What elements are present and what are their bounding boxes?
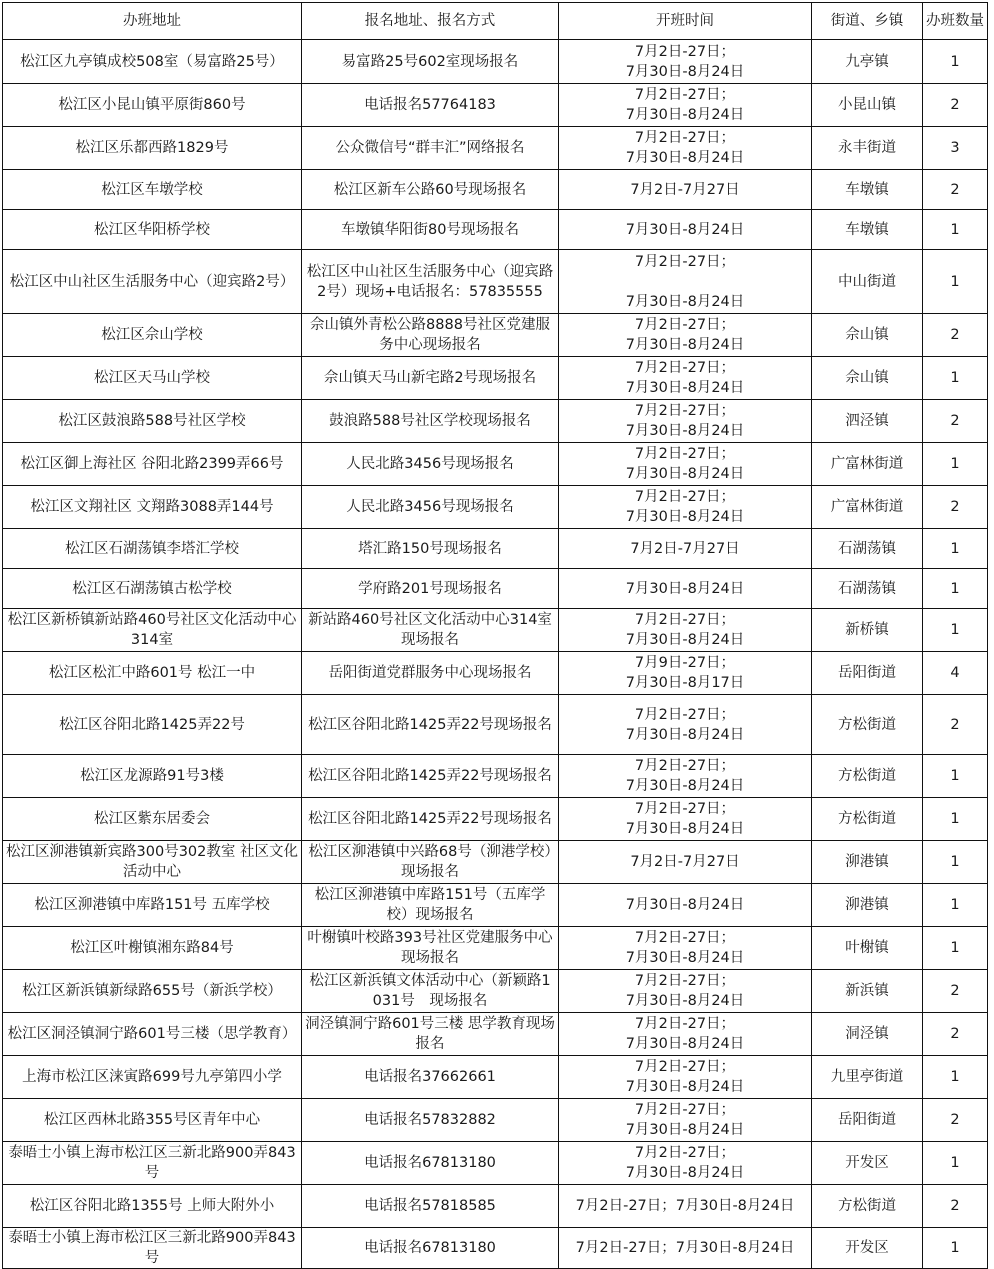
- cell-time: [559, 927, 812, 970]
- table-row: [3, 443, 988, 486]
- time-line-2: 7月30日-8月24日: [625, 380, 745, 396]
- cell-registration: 学府路201号现场报名: [302, 569, 559, 609]
- cell-address: 泰晤士小镇上海市松江区三新北路900弄843号: [3, 1228, 302, 1269]
- time-line-1: 7月2日-27日；: [634, 1102, 736, 1118]
- cell-registration: 电话报名67813180: [302, 1142, 559, 1185]
- time-line-1: 7月9日-27日；: [634, 655, 736, 671]
- cell-district: 岳阳街道: [812, 652, 923, 695]
- table-row: [3, 1228, 988, 1269]
- table-row: [3, 1013, 988, 1056]
- time-line-1: 7月2日-27日；: [634, 612, 736, 628]
- cell-registration: 电话报名57818585: [302, 1185, 559, 1228]
- time-line-1: 7月2日-7月27日: [630, 181, 740, 198]
- cell-address: 上海市松江区涞寅路699号九亭第四小学: [3, 1056, 302, 1099]
- cell-address: 松江区松汇中路601号 松江一中: [3, 652, 302, 695]
- cell-count: 2: [923, 695, 988, 755]
- time-line-1: 7月2日-27日；: [634, 930, 736, 946]
- cell-registration: 电话报名57764183: [302, 84, 559, 127]
- cell-count: 2: [923, 1099, 988, 1142]
- cell-count: 1: [923, 609, 988, 652]
- class-schedule-table: [2, 2, 988, 1269]
- cell-district: 开发区: [812, 1142, 923, 1185]
- header-count: 办班数量: [923, 3, 988, 40]
- time-line-2: 7月30日-8月24日: [625, 107, 745, 123]
- cell-district: 泗泾镇: [812, 400, 923, 443]
- cell-count: 1: [923, 357, 988, 400]
- cell-address: 松江区叶榭镇湘东路84号: [3, 927, 302, 970]
- time-line-1: 7月2日-27日；: [634, 317, 736, 333]
- cell-registration: 人民北路3456号现场报名: [302, 443, 559, 486]
- cell-time: [559, 755, 812, 798]
- cell-count: 2: [923, 1185, 988, 1228]
- cell-address: 松江区新浜镇新绿路655号（新浜学校）: [3, 970, 302, 1013]
- cell-count: 1: [923, 443, 988, 486]
- cell-time: [559, 1056, 812, 1099]
- cell-registration: 易富路25号602室现场报名: [302, 40, 559, 84]
- time-line-1: 7月2日-27日；7月30日-8月24日: [575, 1240, 795, 1256]
- cell-count: 1: [923, 755, 988, 798]
- time-spacer: [562, 272, 808, 292]
- cell-time: [559, 314, 812, 357]
- time-line-1: 7月2日-27日；: [634, 446, 736, 462]
- header-time: 开班时间: [559, 3, 812, 40]
- cell-district: 小昆山镇: [812, 84, 923, 127]
- cell-district: 石湖荡镇: [812, 529, 923, 569]
- cell-count: 2: [923, 1013, 988, 1056]
- cell-registration: 松江区中山社区生活服务中心（迎宾路2号）现场+电话报名：57835555: [302, 250, 559, 314]
- cell-count: 1: [923, 927, 988, 970]
- table-row: [3, 1142, 988, 1185]
- cell-address: 松江区石湖荡镇古松学校: [3, 569, 302, 609]
- cell-district: 方松街道: [812, 755, 923, 798]
- table-row: [3, 127, 988, 170]
- time-line-2: 7月30日-8月24日: [625, 466, 745, 482]
- cell-registration: 松江区谷阳北路1425弄22号现场报名: [302, 695, 559, 755]
- cell-registration: 松江区泖港镇中库路151号（五库学校）现场报名: [302, 884, 559, 927]
- time-line-2: 7月30日-8月24日: [625, 993, 745, 1009]
- cell-registration: 车墩镇华阳街80号现场报名: [302, 210, 559, 250]
- cell-time: [559, 486, 812, 529]
- cell-address: 松江区龙源路91号3楼: [3, 755, 302, 798]
- cell-address: 松江区御上海社区 谷阳北路2399弄66号: [3, 443, 302, 486]
- table-row: [3, 1056, 988, 1099]
- cell-time: [559, 84, 812, 127]
- cell-time: [559, 970, 812, 1013]
- cell-district: 石湖荡镇: [812, 569, 923, 609]
- cell-count: 1: [923, 798, 988, 841]
- cell-address: 松江区天马山学校: [3, 357, 302, 400]
- cell-registration: 松江区新浜镇文体活动中心（新颖路1031号 现场报名: [302, 970, 559, 1013]
- cell-address: 松江区鼓浪路588号社区学校: [3, 400, 302, 443]
- cell-district: 九里亭街道: [812, 1056, 923, 1099]
- table-row: [3, 529, 988, 569]
- cell-time: [559, 569, 812, 609]
- time-line-2: 7月30日-8月24日: [625, 778, 745, 794]
- cell-time: [559, 798, 812, 841]
- table-row: [3, 609, 988, 652]
- time-line-1: 7月2日-27日；: [634, 253, 736, 270]
- time-line-1: 7月30日-8月24日: [625, 221, 745, 238]
- cell-count: 1: [923, 841, 988, 884]
- cell-time: [559, 529, 812, 569]
- cell-count: 1: [923, 529, 988, 569]
- cell-district: 车墩镇: [812, 210, 923, 250]
- cell-address: 松江区泖港镇中库路151号 五库学校: [3, 884, 302, 927]
- cell-district: 新桥镇: [812, 609, 923, 652]
- cell-registration: 电话报名37662661: [302, 1056, 559, 1099]
- time-line-1: 7月2日-27日；: [634, 360, 736, 376]
- cell-district: 永丰街道: [812, 127, 923, 170]
- cell-time: [559, 884, 812, 927]
- cell-time: [559, 1142, 812, 1185]
- cell-time: [559, 841, 812, 884]
- cell-time: [559, 40, 812, 84]
- table-row: [3, 84, 988, 127]
- cell-count: 2: [923, 314, 988, 357]
- time-line-2: 7月30日-8月24日: [625, 950, 745, 966]
- time-line-1: 7月2日-27日；: [634, 1059, 736, 1075]
- cell-count: 2: [923, 486, 988, 529]
- cell-time: [559, 400, 812, 443]
- cell-district: 佘山镇: [812, 357, 923, 400]
- time-line-1: 7月2日-27日；: [634, 758, 736, 774]
- cell-count: 1: [923, 569, 988, 609]
- cell-registration: 佘山镇天马山新宅路2号现场报名: [302, 357, 559, 400]
- time-line-1: 7月2日-7月27日: [630, 540, 740, 557]
- cell-district: 车墩镇: [812, 170, 923, 210]
- cell-registration: 人民北路3456号现场报名: [302, 486, 559, 529]
- cell-time: [559, 357, 812, 400]
- time-line-2: 7月30日-8月24日: [625, 726, 745, 743]
- cell-address: 松江区乐都西路1829号: [3, 127, 302, 170]
- time-line-2: 7月30日-8月24日: [625, 1165, 745, 1181]
- time-line-2: 7月30日-8月24日: [625, 632, 745, 648]
- table-row: [3, 884, 988, 927]
- cell-address: 松江区谷阳北路1425弄22号: [3, 695, 302, 755]
- time-line-1: 7月2日-27日；: [634, 87, 736, 103]
- time-line-1: 7月2日-27日；: [634, 1016, 736, 1032]
- table-row: [3, 1099, 988, 1142]
- cell-district: 洞泾镇: [812, 1013, 923, 1056]
- time-line-2: 7月30日-8月24日: [625, 293, 745, 310]
- cell-count: 1: [923, 250, 988, 314]
- cell-registration: 洞泾镇洞宁路601号三楼 思学教育现场报名: [302, 1013, 559, 1056]
- cell-address: 松江区车墩学校: [3, 170, 302, 210]
- time-line-1: 7月2日-27日；: [634, 489, 736, 505]
- cell-registration: 电话报名57832882: [302, 1099, 559, 1142]
- cell-address: 松江区谷阳北路1355号 上师大附外小: [3, 1185, 302, 1228]
- time-line-2: 7月30日-8月24日: [625, 337, 745, 353]
- table-row: [3, 841, 988, 884]
- time-line-1: 7月2日-27日；: [634, 801, 736, 817]
- cell-district: 方松街道: [812, 1185, 923, 1228]
- cell-time: [559, 1013, 812, 1056]
- cell-count: 3: [923, 127, 988, 170]
- cell-registration: 岳阳街道党群服务中心现场报名: [302, 652, 559, 695]
- table-row: [3, 927, 988, 970]
- time-line-2: 7月30日-8月24日: [625, 1079, 745, 1095]
- time-line-1: 7月2日-27日；7月30日-8月24日: [575, 1198, 795, 1214]
- cell-district: 广富林街道: [812, 443, 923, 486]
- cell-address: 松江区文翔社区 文翔路3088弄144号: [3, 486, 302, 529]
- cell-time: [559, 695, 812, 755]
- cell-count: 2: [923, 84, 988, 127]
- cell-district: 泖港镇: [812, 841, 923, 884]
- cell-registration: 鼓浪路588号社区学校现场报名: [302, 400, 559, 443]
- cell-district: 佘山镇: [812, 314, 923, 357]
- time-line-2: 7月30日-8月17日: [625, 675, 745, 691]
- time-line-1: 7月2日-27日；: [634, 706, 736, 723]
- table-row: [3, 170, 988, 210]
- cell-district: 广富林街道: [812, 486, 923, 529]
- header-registration: 报名地址、报名方式: [302, 3, 559, 40]
- cell-district: 九亭镇: [812, 40, 923, 84]
- cell-time: [559, 1099, 812, 1142]
- table-row: [3, 250, 988, 314]
- cell-registration: 公众微信号“群丰汇”网络报名: [302, 127, 559, 170]
- cell-address: 松江区佘山学校: [3, 314, 302, 357]
- time-line-2: 7月30日-8月24日: [625, 821, 745, 837]
- cell-registration: 佘山镇外青松公路8888号社区党建服务中心现场报名: [302, 314, 559, 357]
- cell-address: 松江区紫东居委会: [3, 798, 302, 841]
- cell-district: 方松街道: [812, 798, 923, 841]
- time-line-1: 7月2日-27日；: [634, 1145, 736, 1161]
- cell-registration: 松江区新车公路60号现场报名: [302, 170, 559, 210]
- cell-address: 泰晤士小镇上海市松江区三新北路900弄843号: [3, 1142, 302, 1185]
- cell-address: 松江区石湖荡镇李塔汇学校: [3, 529, 302, 569]
- header-district: 街道、乡镇: [812, 3, 923, 40]
- time-line-2: 7月30日-8月24日: [625, 63, 745, 80]
- cell-registration: 松江区谷阳北路1425弄22号现场报名: [302, 755, 559, 798]
- cell-time: [559, 127, 812, 170]
- cell-count: 2: [923, 400, 988, 443]
- cell-address: 松江区九亭镇成校508室（易富路25号）: [3, 40, 302, 84]
- cell-count: 2: [923, 970, 988, 1013]
- time-line-1: 7月30日-8月24日: [625, 580, 745, 597]
- cell-time: [559, 652, 812, 695]
- cell-time: [559, 609, 812, 652]
- cell-count: 1: [923, 1142, 988, 1185]
- cell-time: [559, 170, 812, 210]
- cell-address: 松江区小昆山镇平原街860号: [3, 84, 302, 127]
- cell-district: 方松街道: [812, 695, 923, 755]
- cell-address: 松江区新桥镇新站路460号社区文化活动中心314室: [3, 609, 302, 652]
- time-line-2: 7月30日-8月24日: [625, 150, 745, 166]
- table-row: [3, 210, 988, 250]
- cell-district: 新浜镇: [812, 970, 923, 1013]
- cell-address: 松江区洞泾镇洞宁路601号三楼（思学教育）: [3, 1013, 302, 1056]
- table-row: [3, 314, 988, 357]
- cell-count: 1: [923, 40, 988, 84]
- cell-registration: 新站路460号社区文化活动中心314室现场报名: [302, 609, 559, 652]
- cell-address: 松江区泖港镇新宾路300号302教室 社区文化活动中心: [3, 841, 302, 884]
- cell-time: [559, 1185, 812, 1228]
- time-line-1: 7月2日-27日；: [634, 43, 736, 60]
- time-line-2: 7月30日-8月24日: [625, 1122, 745, 1138]
- table-row: [3, 970, 988, 1013]
- time-line-2: 7月30日-8月24日: [625, 1036, 745, 1052]
- cell-time: [559, 250, 812, 314]
- time-line-1: 7月2日-27日；: [634, 130, 736, 146]
- cell-address: 松江区中山社区生活服务中心（迎宾路2号）: [3, 250, 302, 314]
- cell-count: 2: [923, 170, 988, 210]
- table-row: [3, 755, 988, 798]
- cell-registration: 电话报名67813180: [302, 1228, 559, 1269]
- cell-address: 松江区华阳桥学校: [3, 210, 302, 250]
- table-row: [3, 357, 988, 400]
- cell-registration: 松江区谷阳北路1425弄22号现场报名: [302, 798, 559, 841]
- cell-district: 叶榭镇: [812, 927, 923, 970]
- time-line-1: 7月2日-7月27日: [630, 854, 740, 870]
- header-row: [3, 3, 988, 40]
- cell-registration: 塔汇路150号现场报名: [302, 529, 559, 569]
- time-line-1: 7月2日-27日；: [634, 403, 736, 419]
- table-row: [3, 40, 988, 84]
- table-body: [3, 40, 988, 1269]
- time-line-2: 7月30日-8月24日: [625, 509, 745, 525]
- table-row: [3, 652, 988, 695]
- cell-time: [559, 443, 812, 486]
- table-row: [3, 695, 988, 755]
- cell-count: 4: [923, 652, 988, 695]
- cell-district: 岳阳街道: [812, 1099, 923, 1142]
- cell-registration: 叶榭镇叶校路393号社区党建服务中心现场报名: [302, 927, 559, 970]
- cell-address: 松江区西林北路355号区青年中心: [3, 1099, 302, 1142]
- cell-count: 1: [923, 1228, 988, 1269]
- header-address: 办班地址: [3, 3, 302, 40]
- time-line-1: 7月30日-8月24日: [625, 897, 745, 913]
- table-row: [3, 1185, 988, 1228]
- cell-time: [559, 210, 812, 250]
- cell-count: 1: [923, 210, 988, 250]
- table-row: [3, 486, 988, 529]
- table-row: [3, 798, 988, 841]
- cell-registration: 松江区泖港镇中兴路68号（泖港学校）现场报名: [302, 841, 559, 884]
- time-line-2: 7月30日-8月24日: [625, 423, 745, 439]
- cell-time: [559, 1228, 812, 1269]
- table-row: [3, 569, 988, 609]
- cell-district: 开发区: [812, 1228, 923, 1269]
- cell-count: 1: [923, 884, 988, 927]
- cell-count: 1: [923, 1056, 988, 1099]
- cell-district: 泖港镇: [812, 884, 923, 927]
- cell-district: 中山街道: [812, 250, 923, 314]
- table-row: [3, 400, 988, 443]
- time-line-1: 7月2日-27日；: [634, 973, 736, 989]
